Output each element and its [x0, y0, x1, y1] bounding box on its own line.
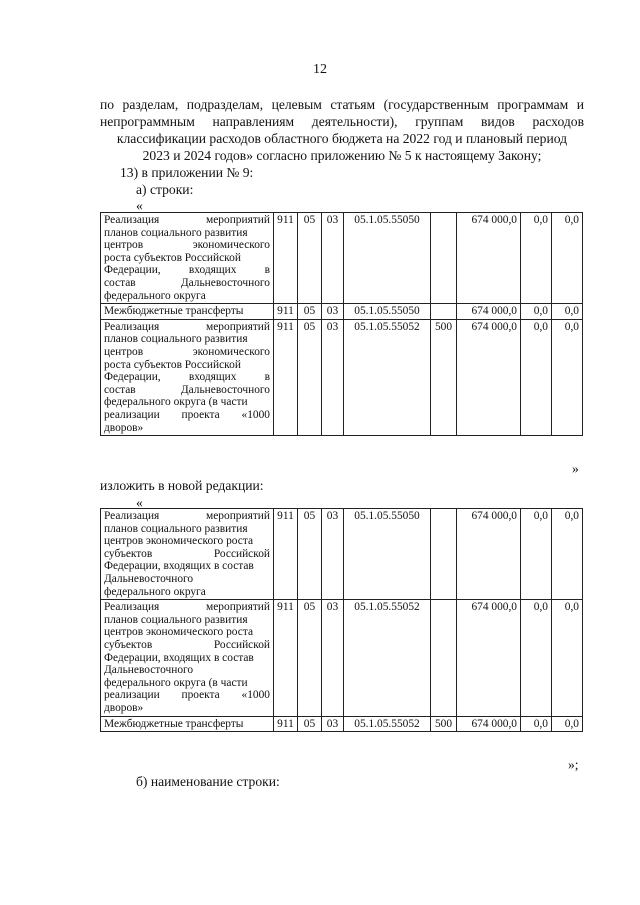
sum-2024-cell: 0,0 [552, 213, 583, 304]
sum-2023-cell: 0,0 [521, 213, 552, 304]
row-name-line: федерального округа (в части [104, 396, 248, 409]
row-name-line: планов социального развития [104, 613, 248, 626]
expense-type-cell [431, 509, 457, 600]
row-name-line: центров экономического роста [104, 535, 254, 548]
target-article-cell: 05.1.05.55052 [344, 319, 431, 435]
podrazdel-cell: 03 [322, 509, 344, 600]
row-name-line: центров экономического [104, 239, 270, 252]
intro-line: непрограммным направлениям деятельности), группам видов расходов [100, 114, 584, 129]
row-name-line: субъектов Российской [104, 547, 270, 560]
row-name-cell [101, 509, 274, 600]
row-name-line: Дальневосточного [104, 572, 194, 585]
sum-2022-cell: 674 000,0 [457, 304, 521, 320]
glava-cell: 911 [274, 716, 298, 732]
row-name-line: Межбюджетные трансферты [104, 305, 244, 318]
budget-table-new [100, 508, 583, 732]
item-13-heading: 13) в приложении № 9: [120, 165, 254, 180]
glava-cell: 911 [274, 509, 298, 600]
budget-table-old [100, 212, 583, 436]
row-name-line: Реализация мероприятий [104, 320, 270, 333]
target-article-cell: 05.1.05.55052 [344, 716, 431, 732]
row-name-line: Межбюджетные трансферты [104, 717, 244, 730]
row-name-cell [101, 213, 274, 304]
row-name-cell [101, 304, 274, 320]
sum-2024-cell: 0,0 [552, 600, 583, 716]
sum-2022-cell: 674 000,0 [457, 319, 521, 435]
podrazdel-cell: 03 [322, 716, 344, 732]
row-name-cell [101, 716, 274, 732]
sum-2022-cell: 674 000,0 [457, 509, 521, 600]
razdel-cell: 05 [298, 716, 322, 732]
intro-line: по разделам, подразделам, целевым статьям (государственным программам и [100, 97, 584, 112]
target-article-cell: 05.1.05.55050 [344, 213, 431, 304]
expense-type-cell [431, 600, 457, 716]
sum-2022-cell: 674 000,0 [457, 213, 521, 304]
open-quote-1: « [136, 198, 143, 213]
row-name-line: планов социального развития [104, 522, 248, 535]
row-name-line: роста субъектов Российской [104, 251, 241, 264]
row-name-line: Федерации, входящих в состав [104, 651, 254, 664]
sum-2024-cell: 0,0 [552, 319, 583, 435]
sum-2024-cell: 0,0 [552, 716, 583, 732]
sum-2023-cell: 0,0 [521, 600, 552, 716]
sum-2024-cell: 0,0 [552, 304, 583, 320]
row-name-line: дворов» [104, 421, 144, 434]
sum-2023-cell: 0,0 [521, 304, 552, 320]
expense-type-cell [431, 304, 457, 320]
glava-cell: 911 [274, 304, 298, 320]
razdel-cell: 05 [298, 304, 322, 320]
expense-type-cell: 500 [431, 716, 457, 732]
sum-2022-cell: 674 000,0 [457, 600, 521, 716]
row-name-line: федерального округа [104, 585, 206, 598]
row-name-line: планов социального развития [104, 333, 248, 346]
table-row [101, 600, 583, 716]
row-name-line: Дальневосточного [104, 664, 194, 677]
row-name-line: федерального округа (в части [104, 676, 248, 689]
row-name-cell [101, 600, 274, 716]
item-b-heading: б) наименование строки: [136, 774, 280, 789]
row-name-line: Федерации, входящих в состав [104, 560, 254, 573]
target-article-cell: 05.1.05.55050 [344, 304, 431, 320]
row-name-line: состав Дальневосточного [104, 383, 270, 396]
target-article-cell: 05.1.05.55052 [344, 600, 431, 716]
target-article-cell: 05.1.05.55050 [344, 509, 431, 600]
item-a-heading: а) строки: [136, 182, 194, 197]
row-name-line: Реализация мероприятий [104, 510, 270, 522]
close-quote-1: » [572, 461, 579, 476]
glava-cell: 911 [274, 213, 298, 304]
podrazdel-cell: 03 [322, 319, 344, 435]
sum-2023-cell: 0,0 [521, 319, 552, 435]
razdel-cell: 05 [298, 509, 322, 600]
row-name-line: реализации проекта «1000 [104, 689, 270, 702]
row-name-line: Федерации, входящих в [104, 264, 270, 277]
row-name-line: Федерации, входящих в [104, 371, 270, 384]
expense-type-cell: 500 [431, 319, 457, 435]
table-row [101, 304, 583, 320]
row-name-line: состав Дальневосточного [104, 276, 270, 289]
sum-2023-cell: 0,0 [521, 509, 552, 600]
row-name-line: центров экономического [104, 345, 270, 358]
row-name-line: Реализация мероприятий [104, 601, 270, 614]
row-name-line: планов социального развития [104, 226, 248, 239]
row-name-line: дворов» [104, 701, 144, 714]
table-row [101, 716, 583, 732]
glava-cell: 911 [274, 319, 298, 435]
row-name-line: роста субъектов Российской [104, 358, 241, 371]
sum-2022-cell: 674 000,0 [457, 716, 521, 732]
podrazdel-cell: 03 [322, 600, 344, 716]
sum-2024-cell: 0,0 [552, 509, 583, 600]
intro-paragraph [100, 96, 584, 164]
razdel-cell: 05 [298, 213, 322, 304]
intro-line: 2023 и 2024 годов» согласно приложению № 5 к настоящему Закону; [142, 148, 542, 163]
row-name-line: федерального округа [104, 289, 206, 302]
podrazdel-cell: 03 [322, 304, 344, 320]
table-row [101, 319, 583, 435]
page-number: 12 [313, 62, 327, 77]
row-name-line: реализации проекта «1000 [104, 408, 270, 421]
sum-2023-cell: 0,0 [521, 716, 552, 732]
razdel-cell: 05 [298, 600, 322, 716]
row-name-cell [101, 319, 274, 435]
intro-line: классификации расходов областного бюджета на 2022 год и плановый период [116, 131, 568, 146]
close-quote-2: »; [568, 757, 579, 772]
new-edition-text: изложить в новой редакции: [100, 478, 264, 493]
row-name-line: Реализация мероприятий [104, 214, 270, 226]
open-quote-2: « [136, 495, 143, 510]
expense-type-cell [431, 213, 457, 304]
podrazdel-cell: 03 [322, 213, 344, 304]
razdel-cell: 05 [298, 319, 322, 435]
glava-cell: 911 [274, 600, 298, 716]
row-name-line: центров экономического роста [104, 626, 254, 639]
table-row [101, 213, 583, 304]
row-name-line: субъектов Российской [104, 638, 270, 651]
table-row [101, 509, 583, 600]
